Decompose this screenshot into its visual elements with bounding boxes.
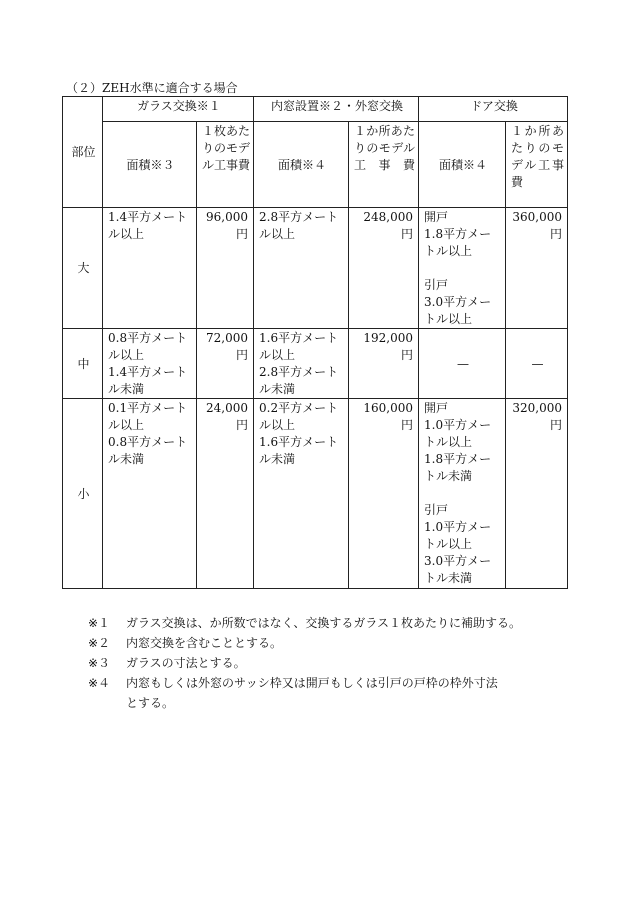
inner-area-cell: 2.8平方メートル以上 xyxy=(254,208,349,329)
inner-area-cell: 1.6平方メートル以上 2.8平方メートル未満 xyxy=(254,329,349,399)
part-header: 部位 xyxy=(63,97,103,208)
inner-cost-cell: 192,000円 xyxy=(349,329,419,399)
door-area-cell: 開戸 1.0平方メートル以上 1.8平方メートル未満 引戸 1.0平方メートル以上 3.0平方メートル未満 xyxy=(419,399,506,589)
glass-area-cell: 1.4平方メートル以上 xyxy=(103,208,197,329)
inner-cost-cell: 160,000円 xyxy=(349,399,419,589)
header-row-groups xyxy=(63,97,568,122)
door-cost-cell: 360,000円 xyxy=(506,208,568,329)
footnote xyxy=(88,633,521,653)
glass-cost-cell: 72,000円 xyxy=(197,329,254,399)
subheader-door-area: 面積※４ xyxy=(419,122,506,208)
glass-area-cell: 0.1平方メートル以上 0.8平方メートル未満 xyxy=(103,399,197,589)
table-row xyxy=(63,329,568,399)
footnote-text: 内窓交換を含むこととする。 xyxy=(126,636,283,650)
footnote-mark: ※１ xyxy=(88,616,111,630)
subheader-door-cost: １か所あたりのモデル工事費 xyxy=(506,122,568,208)
section-heading: （２）ZEH水準に適合する場合 xyxy=(66,81,238,95)
glass-cost-cell: 24,000円 xyxy=(197,399,254,589)
group-header-inner-window: 内窓設置※２・外窓交換 xyxy=(254,97,419,122)
footnote-mark: ※２ xyxy=(88,636,111,650)
glass-cost-cell: 96,000円 xyxy=(197,208,254,329)
table-row xyxy=(63,399,568,589)
inner-cost-cell: 248,000円 xyxy=(349,208,419,329)
door-area-cell: 開戸 1.8平方メートル以上 引戸 3.0平方メートル以上 xyxy=(419,208,506,329)
footnote-text: 内窓もしくは外窓のサッシ枠又は開戸もしくは引戸の戸枠の枠外寸法 とする。 xyxy=(126,676,498,710)
footnote-text: ガラスの寸法とする。 xyxy=(126,656,246,670)
table-row xyxy=(63,208,568,329)
footnotes xyxy=(88,613,521,713)
header-row-sub xyxy=(63,122,568,208)
row-size-label: 中 xyxy=(63,329,103,399)
door-area-cell: — xyxy=(419,329,506,399)
row-size-label: 大 xyxy=(63,208,103,329)
glass-area-cell: 0.8平方メートル以上 1.4平方メートル未満 xyxy=(103,329,197,399)
footnote xyxy=(88,653,521,673)
subheader-inner-cost: １か所あたりのモデル工事費 xyxy=(349,122,419,208)
footnote-mark: ※４ xyxy=(88,676,111,690)
door-cost-cell: 320,000円 xyxy=(506,399,568,589)
footnote-mark: ※３ xyxy=(88,656,111,670)
footnote xyxy=(88,673,521,713)
group-header-door: ドア交換 xyxy=(419,97,568,122)
subheader-inner-area: 面積※４ xyxy=(254,122,349,208)
subheader-glass-area: 面積※３ xyxy=(103,122,197,208)
row-size-label: 小 xyxy=(63,399,103,589)
door-cost-cell: — xyxy=(506,329,568,399)
footnote-text: ガラス交換は、か所数ではなく、交換するガラス１枚あたりに補助する。 xyxy=(126,616,522,630)
footnote xyxy=(88,613,521,633)
subsidy-table xyxy=(62,96,568,589)
inner-area-cell: 0.2平方メートル以上 1.6平方メートル未満 xyxy=(254,399,349,589)
group-header-glass: ガラス交換※１ xyxy=(103,97,254,122)
subheader-glass-cost: １枚あたりのモデル工事費 xyxy=(197,122,254,208)
